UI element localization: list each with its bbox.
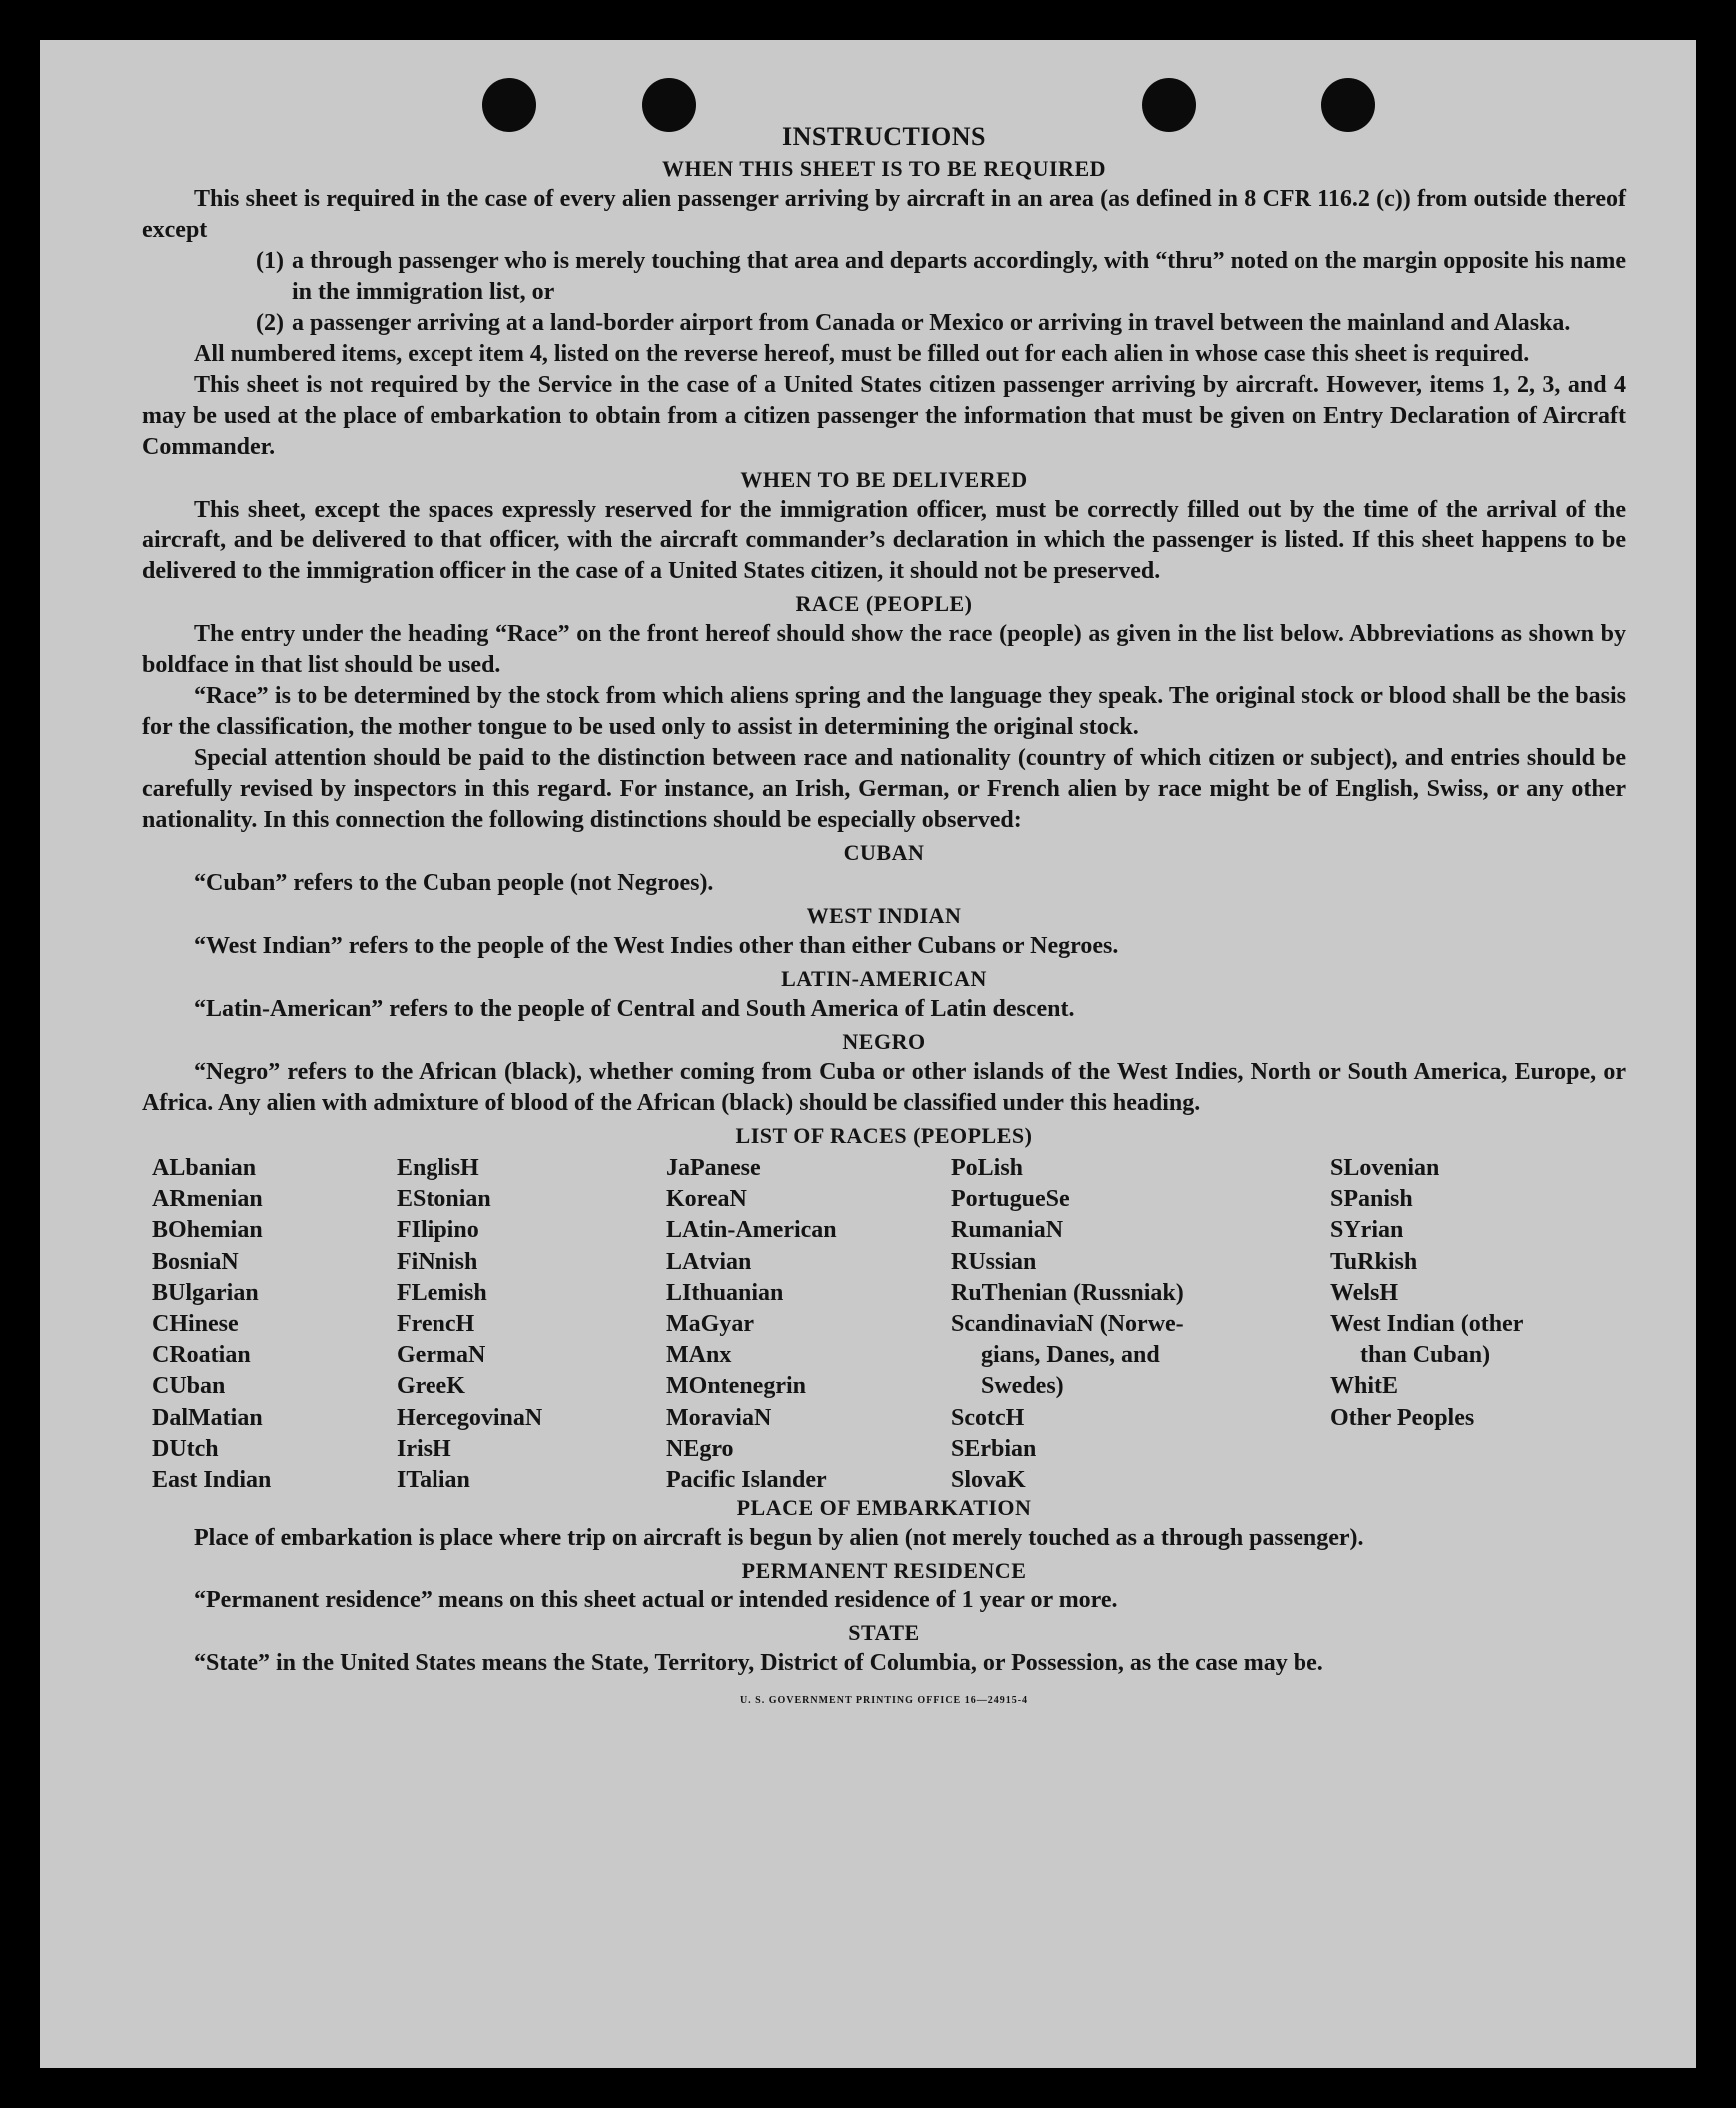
section-heading-races-list: LIST OF RACES (PEOPLES) bbox=[735, 1123, 1033, 1148]
item-text: a passenger arriving at a land-border airport from Canada or Mexico or arriving in travel between the mainland and Alaska. bbox=[292, 310, 1571, 336]
race-list-item: ALbanian bbox=[152, 1155, 257, 1181]
west-indian-text: “West Indian” refers to the people of the West Indies other than either Cubans or Negroes. bbox=[194, 933, 1119, 959]
document-page bbox=[40, 40, 1696, 2068]
when-required-para3: This sheet is not required by the Service in the case of a United States citizen passenger arriving by aircraft. However, items 1, 2, 3, and 4 may be used at the place of embarkation to obtain from a citizen passenger the information that must be given on Entry Declaration of Aircraft Commander. bbox=[142, 372, 1626, 460]
section-heading-embarkation: PLACE OF EMBARKATION bbox=[736, 1495, 1032, 1520]
race-list-item: LAtvian bbox=[666, 1248, 752, 1275]
race-list-item: SlovaK bbox=[951, 1467, 1026, 1494]
race-list-item: SYrian bbox=[1330, 1217, 1404, 1244]
race-list-item: gians, Danes, and bbox=[981, 1342, 1160, 1369]
race-list-item: SLovenian bbox=[1330, 1155, 1440, 1181]
races-column-4 bbox=[951, 1153, 1184, 1496]
race-list-item: BUlgarian bbox=[152, 1279, 259, 1306]
race-list-item: ARmenian bbox=[152, 1186, 263, 1213]
section-heading-negro: NEGRO bbox=[842, 1029, 926, 1054]
race-list-item: EStonian bbox=[397, 1186, 491, 1213]
race-list-item: GermaN bbox=[397, 1342, 486, 1369]
section-heading-when-delivered: WHEN TO BE DELIVERED bbox=[740, 467, 1028, 492]
race-list-item: IrisH bbox=[397, 1435, 451, 1462]
race-list-item: Pacific Islander bbox=[666, 1467, 827, 1494]
race-list-item: FLemish bbox=[397, 1279, 487, 1306]
races-column-2 bbox=[397, 1153, 542, 1496]
race-list-item: RumaniaN bbox=[951, 1217, 1064, 1244]
race-list-item: CHinese bbox=[152, 1311, 239, 1338]
race-list-item: WhitE bbox=[1330, 1373, 1399, 1400]
section-heading-race: RACE (PEOPLE) bbox=[795, 591, 973, 616]
race-para2: “Race” is to be determined by the stock from which aliens spring and the language they speak. The original stock or blood shall be the basis for the classification, the mother tongue to be used only to assist in determining the original stock. bbox=[142, 683, 1626, 740]
embarkation-text: Place of embarkation is place where trip on aircraft is begun by alien (not merely touched as a through passenger). bbox=[194, 1525, 1364, 1551]
section-heading-cuban: CUBAN bbox=[843, 840, 925, 865]
race-list-item: EnglisH bbox=[397, 1155, 479, 1181]
state-text: “State” in the United States means the State, Territory, District of Columbia, or Possession, as the case may be. bbox=[194, 1650, 1323, 1676]
race-list-item: RuThenian (Russniak) bbox=[951, 1279, 1184, 1306]
race-list-item: FIlipino bbox=[397, 1217, 479, 1244]
section-heading-residence: PERMANENT RESIDENCE bbox=[741, 1558, 1027, 1582]
race-list-item: FiNnish bbox=[397, 1248, 478, 1275]
race-para1: The entry under the heading “Race” on the front hereof should show the race (people) as given in the list below. Abbreviations as shown by boldface in that list should be used. bbox=[142, 621, 1626, 678]
race-list-item: MOntenegrin bbox=[666, 1373, 806, 1400]
negro-text: “Negro” refers to the African (black), whether coming from Cuba or other islands of the West Indies, North or South America, Europe, or Africa. Any alien with admixture of blood of the African (black) should be classified under this heading. bbox=[142, 1059, 1626, 1116]
residence-text: “Permanent residence” means on this sheet actual or intended residence of 1 year or more. bbox=[194, 1587, 1118, 1613]
item-number: (1) bbox=[256, 248, 284, 274]
races-column-5 bbox=[1330, 1153, 1523, 1434]
when-delivered-text: This sheet, except the spaces expressly reserved for the immigration officer, must be correctly filled out by the time of the arrival of the aircraft, and be delivered to that officer, with the aircraft commander’s declaration in which the passenger is listed. If this sheet happens to be delivered to the immigration officer in the case of a United States citizen, it should not be preserved. bbox=[142, 497, 1626, 584]
race-list-item: GreeK bbox=[397, 1373, 465, 1400]
item-number: (2) bbox=[256, 310, 284, 336]
race-list-item: WelsH bbox=[1330, 1279, 1399, 1306]
race-para3: Special attention should be paid to the distinction between race and nationality (country of which citizen or subject), and entries should be carefully revised by inspectors in this regard. For instance, an Irish, German, or French alien by race might be of English, Swiss, or any other nationality. In this connection the following distinctions should be especially observed: bbox=[142, 745, 1626, 833]
race-list-item: KoreaN bbox=[666, 1186, 747, 1213]
race-list-item: BosniaN bbox=[152, 1248, 239, 1275]
races-list bbox=[142, 1153, 1626, 1494]
race-list-item: ScotcH bbox=[951, 1404, 1025, 1431]
race-list-item: TuRkish bbox=[1330, 1248, 1418, 1275]
race-list-item: than Cuban) bbox=[1360, 1342, 1491, 1369]
race-list-item: PortugueSe bbox=[951, 1186, 1070, 1213]
race-list-item: CUban bbox=[152, 1373, 226, 1400]
race-list-item: LIthuanian bbox=[666, 1279, 784, 1306]
when-required-intro: This sheet is required in the case of every alien passenger arriving by aircraft in an area (as defined in 8 CFR 116.2 (c)) from outside thereof except bbox=[142, 186, 1626, 243]
race-list-item: LAtin-American bbox=[666, 1217, 837, 1244]
section-heading-when-required: WHEN THIS SHEET IS TO BE REQUIRED bbox=[661, 156, 1107, 181]
when-required-para2: All numbered items, except item 4, listed on the reverse hereof, must be filled out for each alien in whose case this sheet is required. bbox=[194, 341, 1530, 367]
exception-item-1 bbox=[142, 246, 1626, 308]
race-list-item: East Indian bbox=[152, 1467, 272, 1494]
race-list-item: MAnx bbox=[666, 1342, 732, 1369]
race-list-item: Swedes) bbox=[981, 1373, 1064, 1400]
instructions-content bbox=[142, 118, 1626, 1706]
section-heading-latin-american: LATIN-AMERICAN bbox=[781, 966, 987, 991]
races-column-3 bbox=[666, 1153, 837, 1496]
race-list-item: Other Peoples bbox=[1330, 1404, 1475, 1431]
race-list-item: CRoatian bbox=[152, 1342, 251, 1369]
race-list-item: BOhemian bbox=[152, 1217, 263, 1244]
section-heading-west-indian: WEST INDIAN bbox=[806, 903, 962, 928]
races-column-1 bbox=[152, 1153, 271, 1496]
race-list-item: MaGyar bbox=[666, 1311, 754, 1338]
page-title: INSTRUCTIONS bbox=[782, 122, 986, 151]
latin-american-text: “Latin-American” refers to the people of Central and South America of Latin descent. bbox=[194, 996, 1075, 1022]
race-list-item: SErbian bbox=[951, 1435, 1037, 1462]
race-list-item: SPanish bbox=[1330, 1186, 1413, 1213]
cuban-text: “Cuban” refers to the Cuban people (not Negroes). bbox=[194, 870, 714, 896]
item-text: a through passenger who is merely touching that area and departs accordingly, with “thru” noted on the margin opposite his name in the immigration list, or bbox=[292, 248, 1626, 305]
race-list-item: PoLish bbox=[951, 1155, 1024, 1181]
section-heading-state: STATE bbox=[848, 1620, 920, 1645]
printing-office-footer: U. S. GOVERNMENT PRINTING OFFICE 16—24915-4 bbox=[739, 1695, 1029, 1706]
race-list-item: DalMatian bbox=[152, 1404, 263, 1431]
race-list-item: RUssian bbox=[951, 1248, 1037, 1275]
exception-item-2 bbox=[142, 308, 1626, 339]
race-list-item: West Indian (other bbox=[1330, 1311, 1524, 1338]
race-list-item: FrencH bbox=[397, 1311, 475, 1338]
race-list-item: HercegovinaN bbox=[397, 1404, 543, 1431]
race-list-item: ScandinaviaN (Norwe- bbox=[951, 1311, 1184, 1338]
race-list-item: JaPanese bbox=[666, 1155, 761, 1181]
race-list-item: DUtch bbox=[152, 1435, 219, 1462]
race-list-item: MoraviaN bbox=[666, 1404, 772, 1431]
race-list-item: NEgro bbox=[666, 1435, 734, 1462]
race-list-item: ITalian bbox=[397, 1467, 470, 1494]
